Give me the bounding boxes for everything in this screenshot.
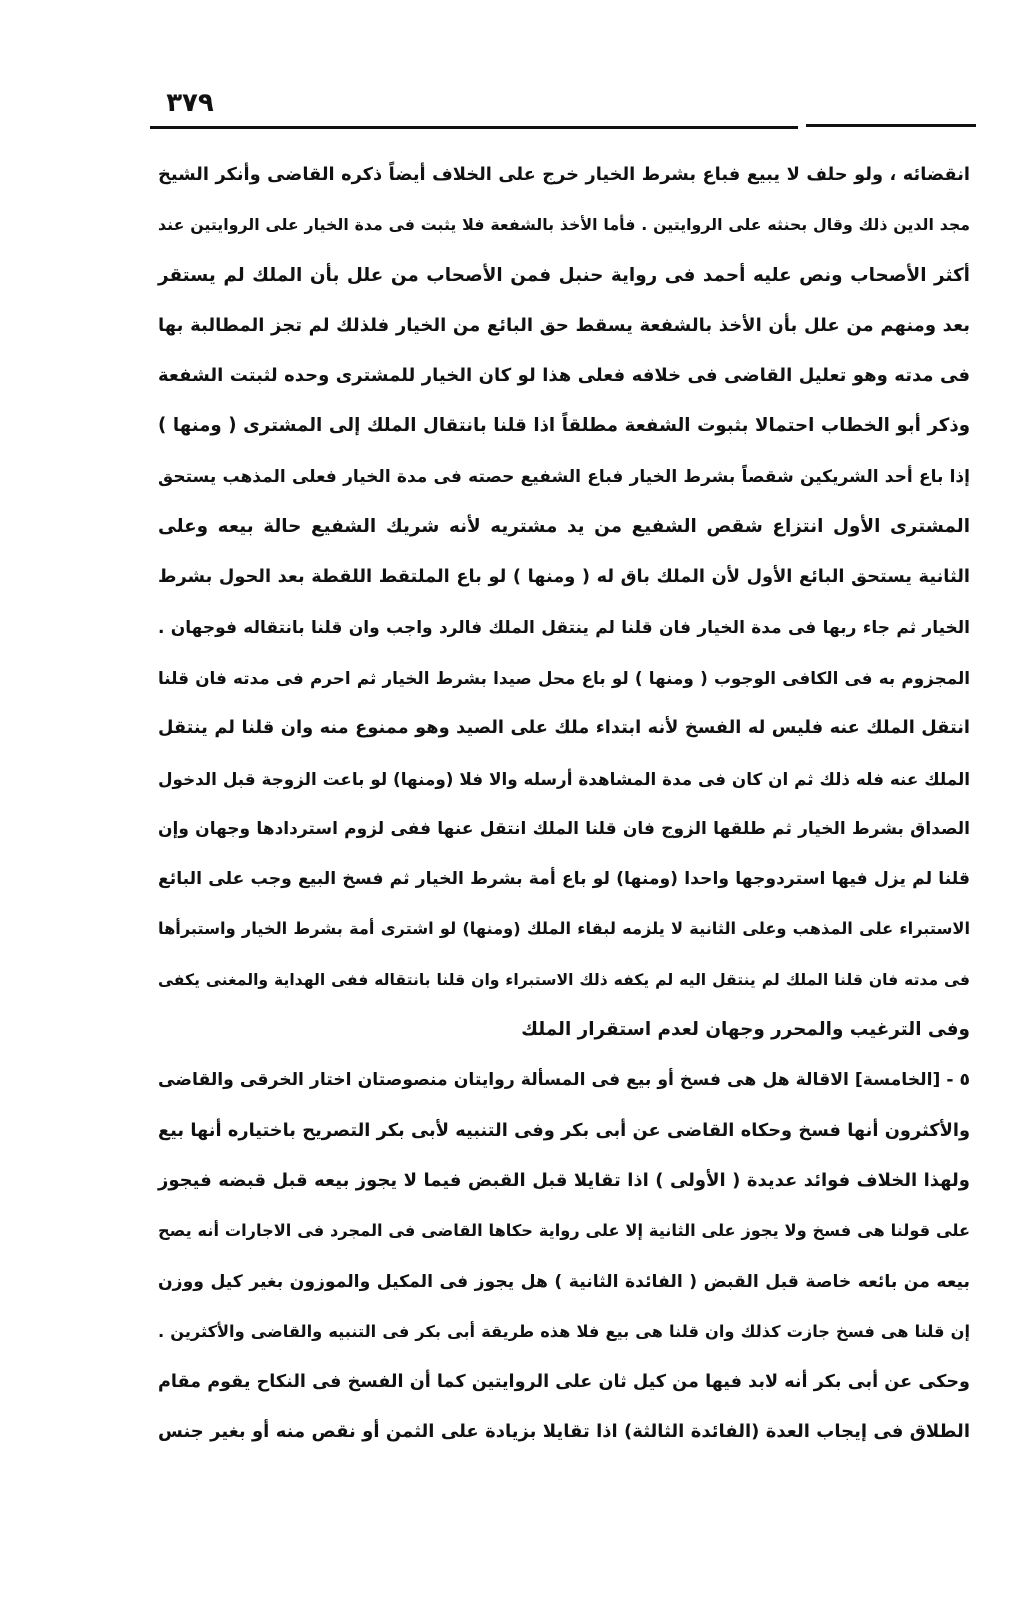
text-line: ولهذا الخلاف فوائد عديدة ( الأولى ) اذا تقايلا قبل القبض فيما لا يجوز بيعه قبل قبضه فيجوز xyxy=(158,1169,970,1191)
text-line: ٥ - [الخامسة] الاقالة هل هى فسخ أو بيع فى المسألة روايتان منصوصتان اختار الخرقى والقاضى xyxy=(158,1070,970,1091)
text-line: إذا باع أحد الشريكين شقصاً بشرط الخيار فباع الشفيع حصته فى مدة الخيار فعلى المذهب يستحق xyxy=(158,466,970,487)
text-line: وحكى عن أبى بكر أنه لابد فيها من كيل ثان على الروايتين كما أن الفسخ فى النكاح يقوم مقام xyxy=(158,1372,970,1393)
text-line: والأكثرون أنها فسخ وحكاه القاضى عن أبى بكر وفى التنبيه لأبى بكر التصريح باختياره أنها بيع xyxy=(158,1119,970,1141)
text-line: الاستبراء على المذهب وعلى الثانية لا يلزمه لبقاء الملك (ومنها) لو اشترى أمة بشرط الخيار واستبرأها xyxy=(158,919,970,939)
text-line: على قولنا هى فسخ ولا يجوز على الثانية إلا على رواية حكاها القاضى فى المجرد فى الاجارات أنه يصح xyxy=(158,1221,970,1241)
text-line: فى مدته فان قلنا الملك لم ينتقل اليه لم يكفه ذلك الاستبراء وان قلنا بانتقاله ففى الهداية والمغنى يكفى xyxy=(158,970,970,989)
text-line: الملك عنه فله ذلك ثم ان كان فى مدة المشاهدة أرسله والا فلا (ومنها) لو باعت الزوجة قبل الدخول xyxy=(158,768,970,789)
body-text xyxy=(158,150,970,1458)
header-rule-right xyxy=(806,124,976,127)
text-line: وذكر أبو الخطاب احتمالا بثبوت الشفعة مطلقاً اذا قلنا بانتقال الملك إلى المشترى ( ومنها ) xyxy=(158,415,970,437)
text-line: انتقل الملك عنه فليس له الفسخ لأنه ابتداء ملك على الصيد وهو ممنوع منه وان قلنا لم ينتقل xyxy=(158,717,970,739)
text-line: بيعه من بائعه خاصة قبل القبض ( الفائدة الثانية ) هل يجوز فى المكيل والموزون بغير كيل ووزن xyxy=(158,1271,970,1292)
text-line: الصداق بشرط الخيار ثم طلقها الزوج فان قلنا الملك انتقل عنها ففى لزوم استردادها وجهان وإن xyxy=(158,818,970,839)
text-line: الخيار ثم جاء ربها فى مدة الخيار فان قلنا لم ينتقل الملك فالرد واجب وان قلنا بانتقاله فوجهان . xyxy=(158,617,970,638)
text-line: أكثر الأصحاب ونص عليه أحمد فى رواية حنبل فمن الأصحاب من علل بأن الملك لم يستقر xyxy=(158,264,970,286)
text-line: قلنا لم يزل فيها استردوجها واحدا (ومنها) لو باع أمة بشرط الخيار ثم فسخ البيع وجب على البائع xyxy=(158,869,970,890)
text-line: الثانية يستحق البائع الأول لأن الملك باق له ( ومنها ) لو باع الملتقط اللقطة بعد الحول بشرط xyxy=(158,566,970,588)
text-line: انقضائه ، ولو حلف لا يبيع فباع بشرط الخيار خرج على الخلاف أيضاً ذكره القاضى وأنكر الشيخ xyxy=(158,164,970,185)
text-line: إن قلنا هى فسخ جازت كذلك وان قلنا هى بيع فلا هذه طريقة أبى بكر فى التنبيه والقاضى والأكثرين . xyxy=(158,1321,970,1341)
text-line: المجزوم به فى الكافى الوجوب ( ومنها ) لو باع محل صيدا بشرط الخيار ثم احرم فى مدته فان قلنا xyxy=(158,667,970,688)
text-line: الطلاق فى إيجاب العدة (الفائدة الثالثة) اذا تقايلا بزيادة على الثمن أو نقص منه أو بغير جنس xyxy=(158,1421,970,1443)
page-number: ٣٧٩ xyxy=(166,88,214,118)
text-line: بعد ومنهم من علل بأن الأخذ بالشفعة يسقط حق البائع من الخيار فلذلك لم تجز المطالبة بها xyxy=(158,314,970,336)
text-line: وفى الترغيب والمحرر وجهان لعدم استقرار الملك xyxy=(521,1019,970,1041)
header-rule-left xyxy=(150,126,798,129)
text-line: مجد الدين ذلك وقال بحنثه على الروايتين . فأما الأخذ بالشفعة فلا يثبت فى مدة الخيار على الروايتين عند xyxy=(158,215,970,235)
text-line: المشترى الأول انتزاع شقص الشفيع من يد مشتريه لأنه شريك الشفيع حالة بيعه وعلى xyxy=(158,516,970,538)
text-line: فى مدته وهو تعليل القاضى فى خلافه فعلى هذا لو كان الخيار للمشترى وحده لثبتت الشفعة xyxy=(158,365,970,387)
